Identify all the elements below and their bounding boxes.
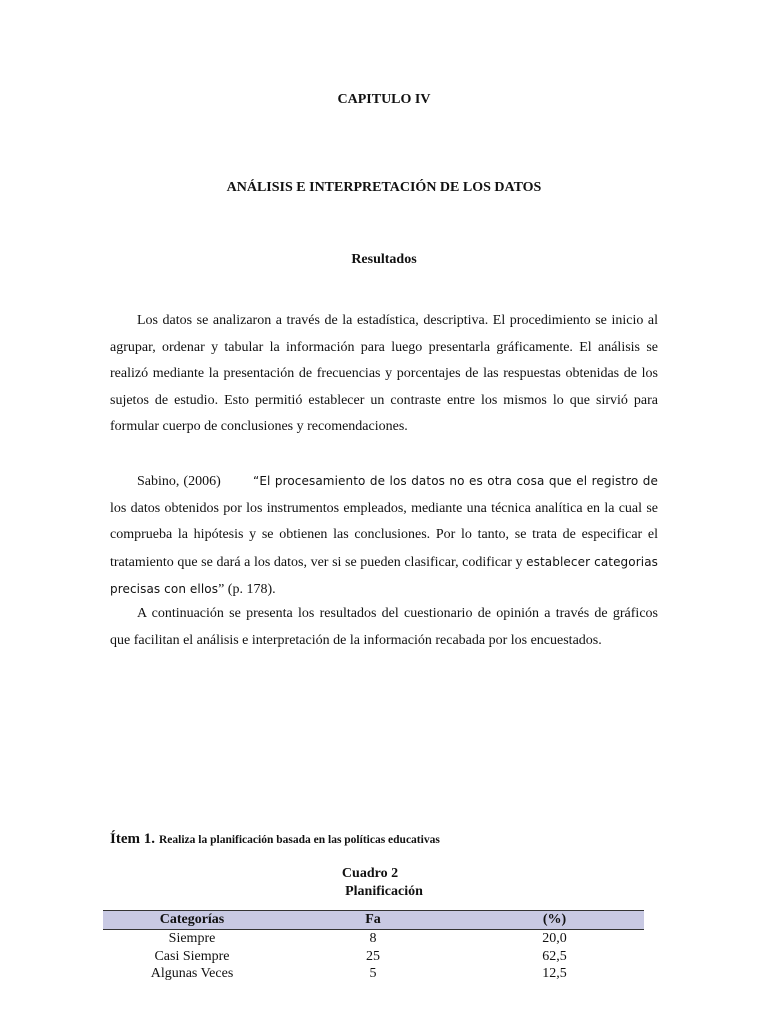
table-row (103, 948, 644, 966)
header-categorias: Categorías (103, 911, 281, 930)
table-row (103, 965, 644, 983)
header-percent: (%) (465, 911, 644, 930)
quote-body: los datos obtenidos por los instrumentos empleados, mediante una técnica analítica en la cual se comprueba la hipótesis y se obtienen las conclusiones. Por lo tanto, se trata de especificar el tratamiento que se dará a los datos, ver si se pueden clasificar, codificar y (110, 500, 658, 570)
cell-percent: 20,0 (542, 931, 567, 946)
table-header-row (103, 911, 644, 930)
cell-fa: 8 (369, 931, 377, 946)
quote-close: establecer categorias precisas con ellos (110, 554, 658, 597)
cell-percent: 62,5 (542, 948, 567, 964)
cell-fa: 25 (366, 948, 380, 964)
cell-category: Algunas Veces (150, 966, 234, 981)
item-title: Realiza la planificación basada en las políticas educativas (159, 834, 440, 846)
cell-percent: 12,5 (542, 966, 567, 981)
cell-fa: 5 (369, 966, 377, 981)
paragraph-quote (110, 468, 658, 604)
header-fa: Fa (281, 911, 465, 930)
planificacion-table (103, 910, 644, 983)
cell-category: Casi Siempre (154, 948, 230, 964)
table-row (103, 930, 644, 948)
section-title: ANÁLISIS E INTERPRETACIÓN DE LOS DATOS (226, 180, 542, 195)
quote-open: “El procesamiento de los datos no es otra cosa que el registro de (253, 474, 658, 488)
quote-citation: ” (p. 178). (218, 582, 276, 598)
paragraph-continuation: A continuación se presenta los resultados del cuestionario de opinión a través de gráficos que facilitan el análisis e interpretación de la información recabada por los encuestados. (110, 606, 658, 648)
item-label: Ítem 1. (110, 831, 155, 847)
subsection-title: Resultados (351, 252, 417, 267)
paragraph-intro: Los datos se analizaron a través de la estadística, descriptiva. El procedimiento se inicio al agrupar, ordenar y tabular la información para luego presentarla gráficamente. El análisis se realizó mediante la presentación de frecuencias y porcentajes de las respuestas obtenidas de los sujetos de estudio. Esto permitió establecer un contraste entre los mismos lo que sirvió para formular cuerpo de conclusiones y recomendaciones. (110, 313, 658, 435)
cell-category: Siempre (168, 931, 216, 946)
table-caption-number: Cuadro 2 (341, 866, 399, 881)
quote-author: Sabino, (2006) (137, 474, 221, 489)
table-caption-title: Planificación (345, 884, 423, 899)
chapter-heading: CAPITULO IV (337, 92, 431, 107)
item-heading (110, 830, 440, 848)
